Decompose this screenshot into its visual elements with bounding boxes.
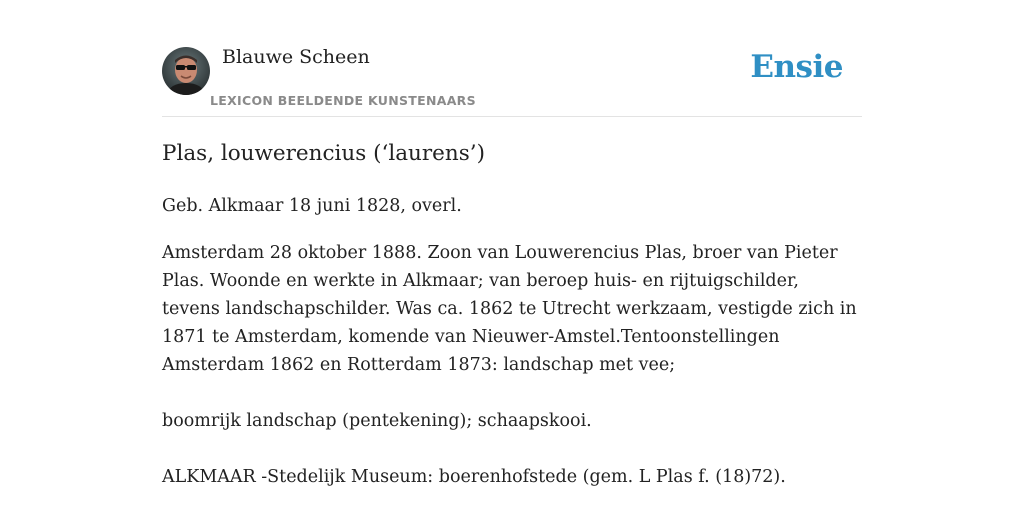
ensie-logo[interactable]: Ensie — [750, 49, 843, 85]
paragraph-spacer — [162, 435, 862, 463]
avatar-icon — [162, 47, 210, 95]
article-paragraph: Amsterdam 28 oktober 1888. Zoon van Louwerencius Plas, broer van Pieter Plas. Woonde en werkte in Alkmaar; van beroep huis- en rijtuigschilder, tevens landschapschilder. Was ca. 1862 te Utrecht werkzaam, vestigde zich in 1871 te Amsterdam, komende van Nieuwer-Amstel.Tentoonstellingen Amsterdam 1862 en Rotterdam 1873: landschap met vee; — [162, 243, 857, 375]
article-paragraph: boomrijk landschap (pentekening); schaapskooi. — [162, 411, 592, 431]
publication-name[interactable]: LEXICON BEELDENDE KUNSTENAARS — [210, 93, 476, 108]
article-header — [162, 46, 862, 117]
article-paragraph: Geb. Alkmaar 18 juni 1828, overl. — [162, 196, 462, 216]
author-name[interactable]: Blauwe Scheen — [222, 46, 370, 68]
paragraph-spacer — [162, 379, 862, 407]
article-title: Plas, louwerencius (‘laurens’) — [162, 141, 486, 166]
author-avatar[interactable] — [162, 47, 210, 95]
article-body — [162, 138, 862, 491]
article-paragraph: ALKMAAR -Stedelijk Museum: boerenhofstede (gem. L Plas f. (18)72). — [162, 467, 786, 487]
